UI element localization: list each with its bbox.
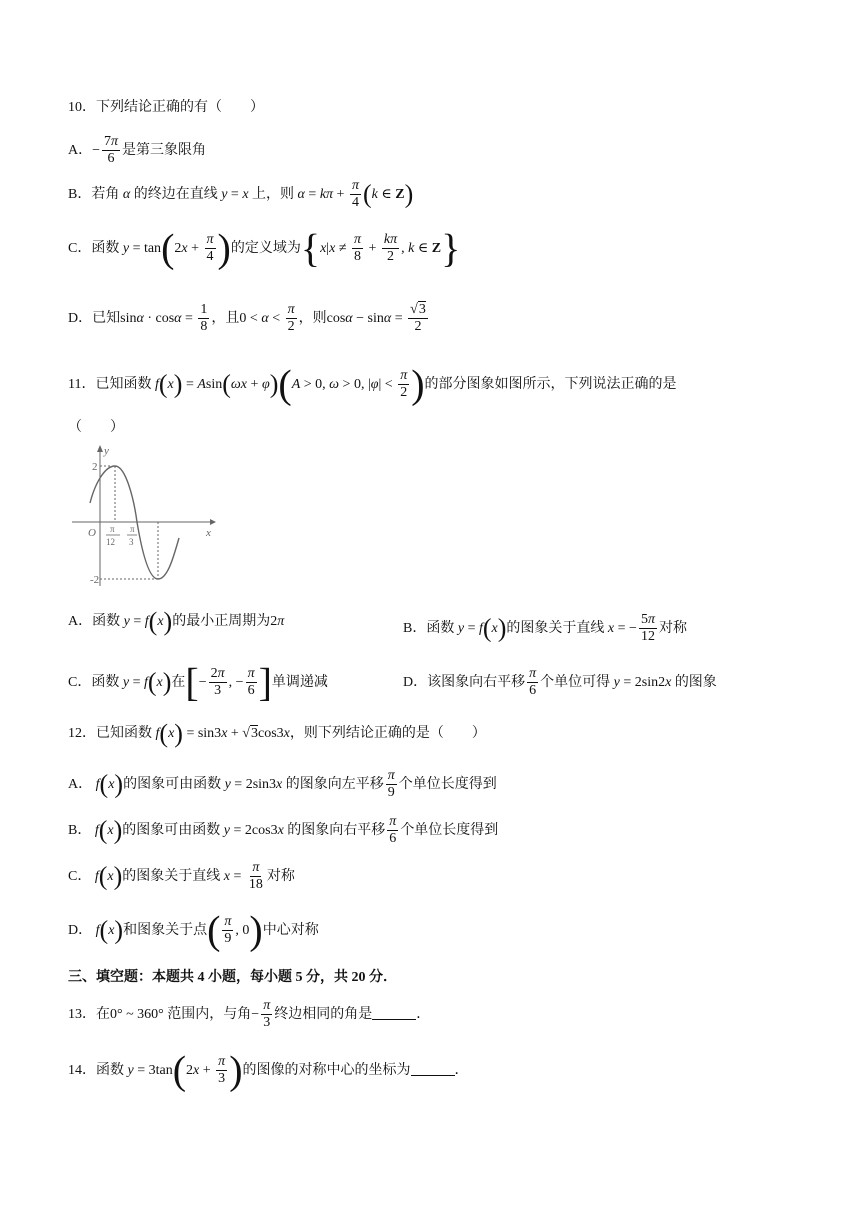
q12-option-d: D． f(x)和图象关于点( $\frac{\pi}{9}$ , 0)中心对称 xyxy=(68,907,319,953)
tick2-num: π xyxy=(130,524,135,534)
q12-option-c: C． f(x)的图象关于直线 x = $\frac{\pi}{18}$ 对称 xyxy=(68,860,295,893)
sine-graph xyxy=(68,440,218,590)
q12-option-b: B． f(x)的图象可由函数 y = 2cos3x 的图象向右平移 $\frac{\pi}{6}$ 个单位长度得到 xyxy=(68,814,499,847)
x-axis-arrow xyxy=(210,519,216,525)
q11-option-a: A．函数 y = f(x)的最小正周期为2π xyxy=(68,607,285,636)
tick1-num: π xyxy=(110,524,115,534)
q11-option-c: C．函数 y = f(x)在[− $\frac{2\pi}{3}$ , − $\frac{\pi}{6}$ ]单调递减 xyxy=(68,659,328,705)
q11-stem: 11．已知函数 f(x) = Asin(ωx + φ)(A > 0, ω > 0, |φ| < $\frac{\pi}{2}$ )的部分图象如图所示，下列说法正确的是 xyxy=(68,361,677,407)
ymin-label: -2 xyxy=(90,574,100,586)
q10-stem: 10．下列结论正确的有（ ） xyxy=(68,100,264,115)
q10-option-b: B．若角 α 的终边在直线 y = x 上，则 α = kπ + $\frac{\pi}{4}$ (k ∈ Z) xyxy=(68,178,414,211)
tick1-den: 12 xyxy=(106,537,115,547)
q11-paren: （ ） xyxy=(68,420,124,435)
y-label: y xyxy=(104,445,109,457)
q12-option-a: A． f(x)的图象可由函数 y = 2sin3x 的图象向左平移 $\frac{\pi}{9}$ 个单位长度得到 xyxy=(68,768,497,801)
q14: 14．函数 y = 3tan(2x + $\frac{\pi}{3}$ )的图像的对称中心的坐标为 ． xyxy=(68,1047,469,1093)
q11-option-b: B．函数 y = f(x)的图象关于直线 x = − $\frac{5\pi}{12}$ 对称 xyxy=(403,612,687,645)
q11-option-d: D．该图象向右平移 $\frac{\pi}{6}$ 个单位可得 y = 2sin2x 的图象 xyxy=(403,666,717,699)
q10-option-a: A．− $\frac{7\pi}{6}$ 是第三象限角 xyxy=(68,134,207,167)
q14-answer-blank[interactable] xyxy=(411,1061,455,1076)
x-label: x xyxy=(206,527,211,539)
tick2-den: 3 xyxy=(129,537,134,547)
q12-stem: 12．已知函数 f(x) = sin3x + √3cos3x，则下列结论正确的是（ ） xyxy=(68,719,486,748)
y-axis-arrow xyxy=(97,445,103,452)
origin-label: O xyxy=(88,527,96,539)
q13: 13．在0° ~ 360° 范围内，与角− $\frac{\pi}{3}$ 终边相同的角是 ． xyxy=(68,998,431,1031)
q10-option-d: D．已知sinα · cosα = $\frac{1}{8}$ ，且0 < α < $\frac{\pi}{2}$ ，则cosα − sinα = $\frac{√3}{2}$ xyxy=(68,302,426,335)
ymax-label: 2 xyxy=(92,461,98,473)
q10-option-c: C．函数 y = tan(2x + $\frac{\pi}{4}$ )的定义域为{x|x ≠ $\frac{\pi}{8}$ + $\frac{k\pi}{2}$ , k ∈ Z} xyxy=(68,225,461,271)
q13-answer-blank[interactable] xyxy=(372,1005,416,1020)
section-heading: 三、填空题：本题共 4 小题，每小题 5 分，共 20 分． xyxy=(68,970,397,985)
